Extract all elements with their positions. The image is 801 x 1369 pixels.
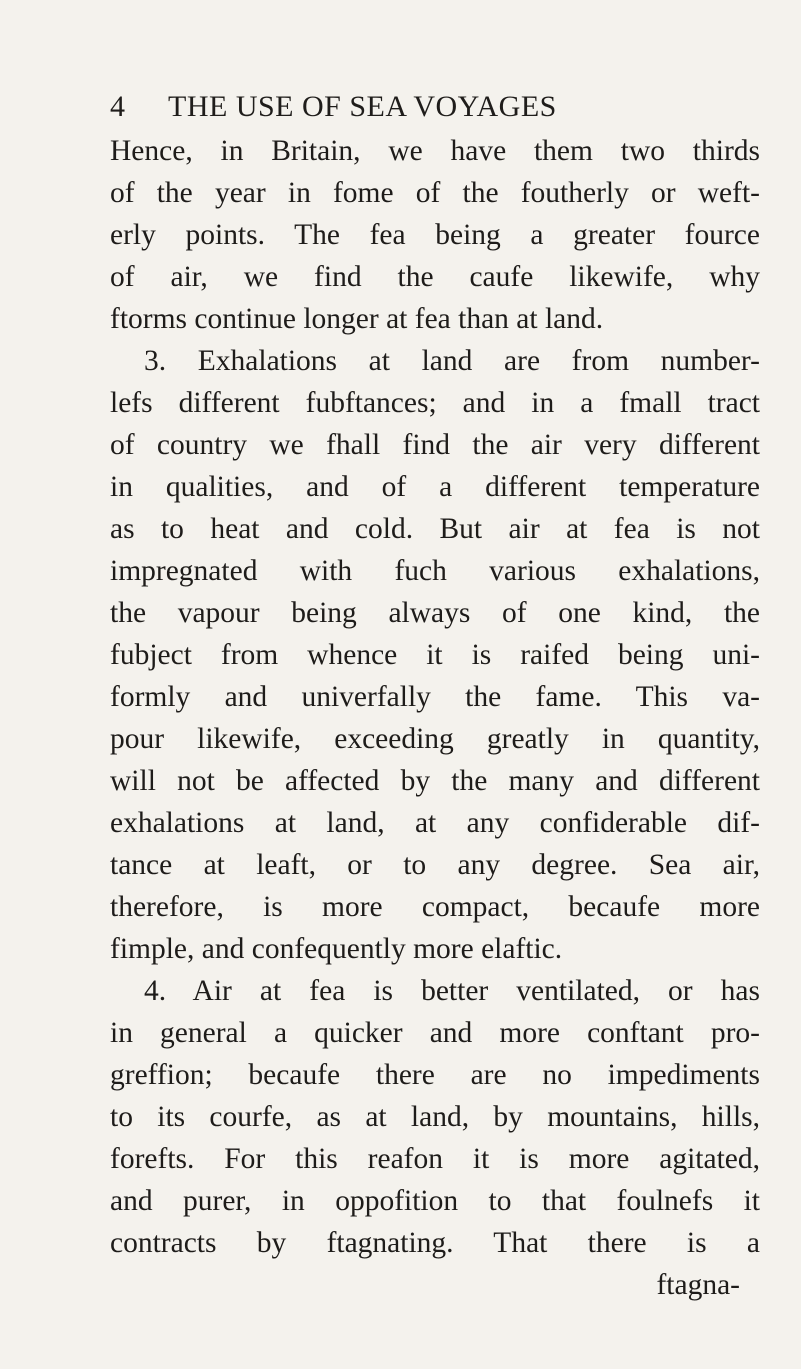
text-line: erly points. The fea being a greater fource xyxy=(110,219,760,251)
text-line: of country we fhall find the air very different xyxy=(110,429,760,461)
text-line: exhalations at land, at any confiderable dif- xyxy=(110,807,760,839)
text-line: formly and univerfally the fame. This va- xyxy=(110,681,760,713)
text-line: tance at leaft, or to any degree. Sea air, xyxy=(110,849,760,881)
text-line: the vapour being always of one kind, the xyxy=(110,597,760,629)
text-line: greffion; becaufe there are no impediments xyxy=(110,1059,760,1091)
text-line: forefts. For this reafon it is more agitated, xyxy=(110,1143,760,1175)
text-line: Hence, in Britain, we have them two thirds xyxy=(110,135,760,167)
text-line: fimple, and confequently more elaftic. xyxy=(110,933,563,965)
text-line: lefs different fubftances; and in a fmall tract xyxy=(110,387,760,419)
text-line: to its courfe, as at land, by mountains, hills, xyxy=(110,1101,760,1133)
page-number: 4 xyxy=(110,90,126,123)
paragraph-start-line: 4. Air at fea is better ventilated, or has xyxy=(144,975,760,1007)
running-title: THE USE OF SEA VOYAGES xyxy=(168,90,557,123)
text-line: in qualities, and of a different temperature xyxy=(110,471,760,503)
text-line: pour likewife, exceeding greatly in quantity, xyxy=(110,723,760,755)
text-line: as to heat and cold. But air at fea is not xyxy=(110,513,760,545)
text-line: will not be affected by the many and different xyxy=(110,765,760,797)
catchword: ftagna- xyxy=(656,1269,740,1301)
paragraph-start-line: 3. Exhalations at land are from number- xyxy=(144,345,760,377)
body-text xyxy=(110,130,760,1306)
text-line: fubject from whence it is raifed being uni- xyxy=(110,639,760,671)
text-line: in general a quicker and more conftant pro- xyxy=(110,1017,760,1049)
text-line: of air, we find the caufe likewife, why xyxy=(110,261,760,293)
text-line: impregnated with fuch various exhalations, xyxy=(110,555,760,587)
text-line: contracts by ftagnating. That there is a xyxy=(110,1227,760,1259)
text-line: of the year in fome of the foutherly or weft- xyxy=(110,177,760,209)
text-line: therefore, is more compact, becaufe more xyxy=(110,891,760,923)
running-header xyxy=(110,90,750,130)
text-line: and purer, in oppofition to that foulnefs it xyxy=(110,1185,760,1217)
text-line: ftorms continue longer at fea than at land. xyxy=(110,303,604,335)
